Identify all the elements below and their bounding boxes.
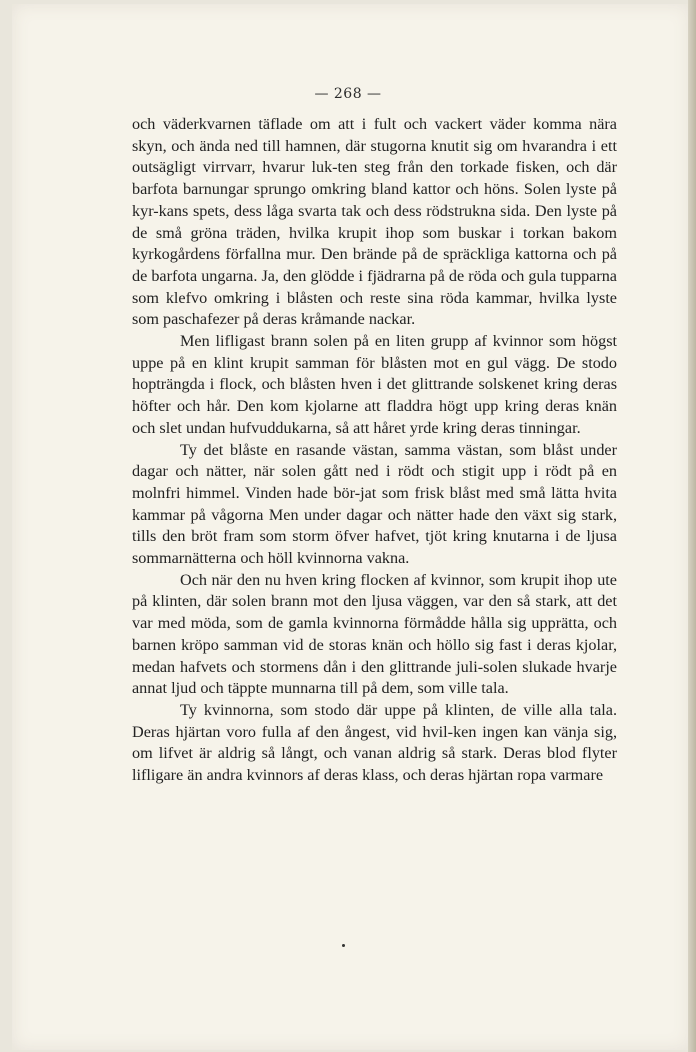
paragraph-2: Men lifligast brann solen på en liten grupp af kvinnor som högst uppe på en klint krupit samman för blåsten mot en gul vägg. De stodo hopträngda i flock, och blåsten hven i det glittrande solskenet kring deras höfter och hår. Den kom kjolarne att fladdra högt upp kring deras knän och slet undan hufvuddukarna, så att håret yrde kring deras tinningar. [132, 332, 617, 437]
paragraph-1: och väderkvarnen täflade om att i fult och vackert väder komma nära skyn, och ända ned till hamnen, där stugorna knutit sig om hvarandra i ett outsägligt virrvarr, hvarur luk-ten steg från den torkade fisken, och där barfota barnungar sprungo omkring bland kattor och höns. Solen lyste på kyr-kans spets, dess låga svarta tak och dess rödstrukna sida. Den lyste på de små gröna träden, hvilka krupit ihop som buskar i torkan bakom kyrkogårdens förfallna mur. Den brände på de spräckliga kattorna och på de barfota ungarna. Ja, den glödde i fjädrarna på de röda och gula tupparna som klefvo omkring i blåsten och reste sina röda kammar, hvilka lyste som paschafezer på deras kråmande nackar. [132, 115, 617, 329]
paragraph-4: Och när den nu hven kring flocken af kvinnor, som krupit ihop ute på klinten, där solen brann mot den ljusa väggen, var den så stark, att det var med möda, som de gamla kvinnorna förmådde hålla sig upprätta, och barnen kröpo samman vid de storas knän och höllo sig fast i deras kjolar, medan hafvets och stormens dån i den glittrande juli-solen slukade hvarje annat ljud och täppte munnarna till på dem, som ville tala. [132, 570, 617, 698]
paragraph-3: Ty det blåste en rasande västan, samma västan, som blåst under dagar och nätter, när solen gått ned i rödt och stigit upp i rödt på en molnfri himmel. Vinden hade bör-jat som frisk blåst med små lätta hvita kammar på vågorna Men under dagar och nätter hade den växt sig stark, tills den bröt fram som storm öfver hafvet, tjöt kring knutarna i de ljusa sommarnätterna och höll kvinnorna vakna. [132, 440, 617, 568]
page-edge [688, 0, 696, 1052]
paragraph-5: Ty kvinnorna, som stodo där uppe på klinten, de ville alla tala. Deras hjärtan voro fulla af den ångest, vid hvil-ken ingen kan vänja sig, om lifvet är aldrig så långt, och vanan aldrig så stark. Deras blod flyter lifligare än andra kvinnors af deras klass, och deras hjärtan ropa varmare [132, 700, 617, 785]
page-number: — 268 — [314, 86, 382, 102]
body-text [132, 114, 617, 787]
ink-speck [342, 944, 345, 947]
